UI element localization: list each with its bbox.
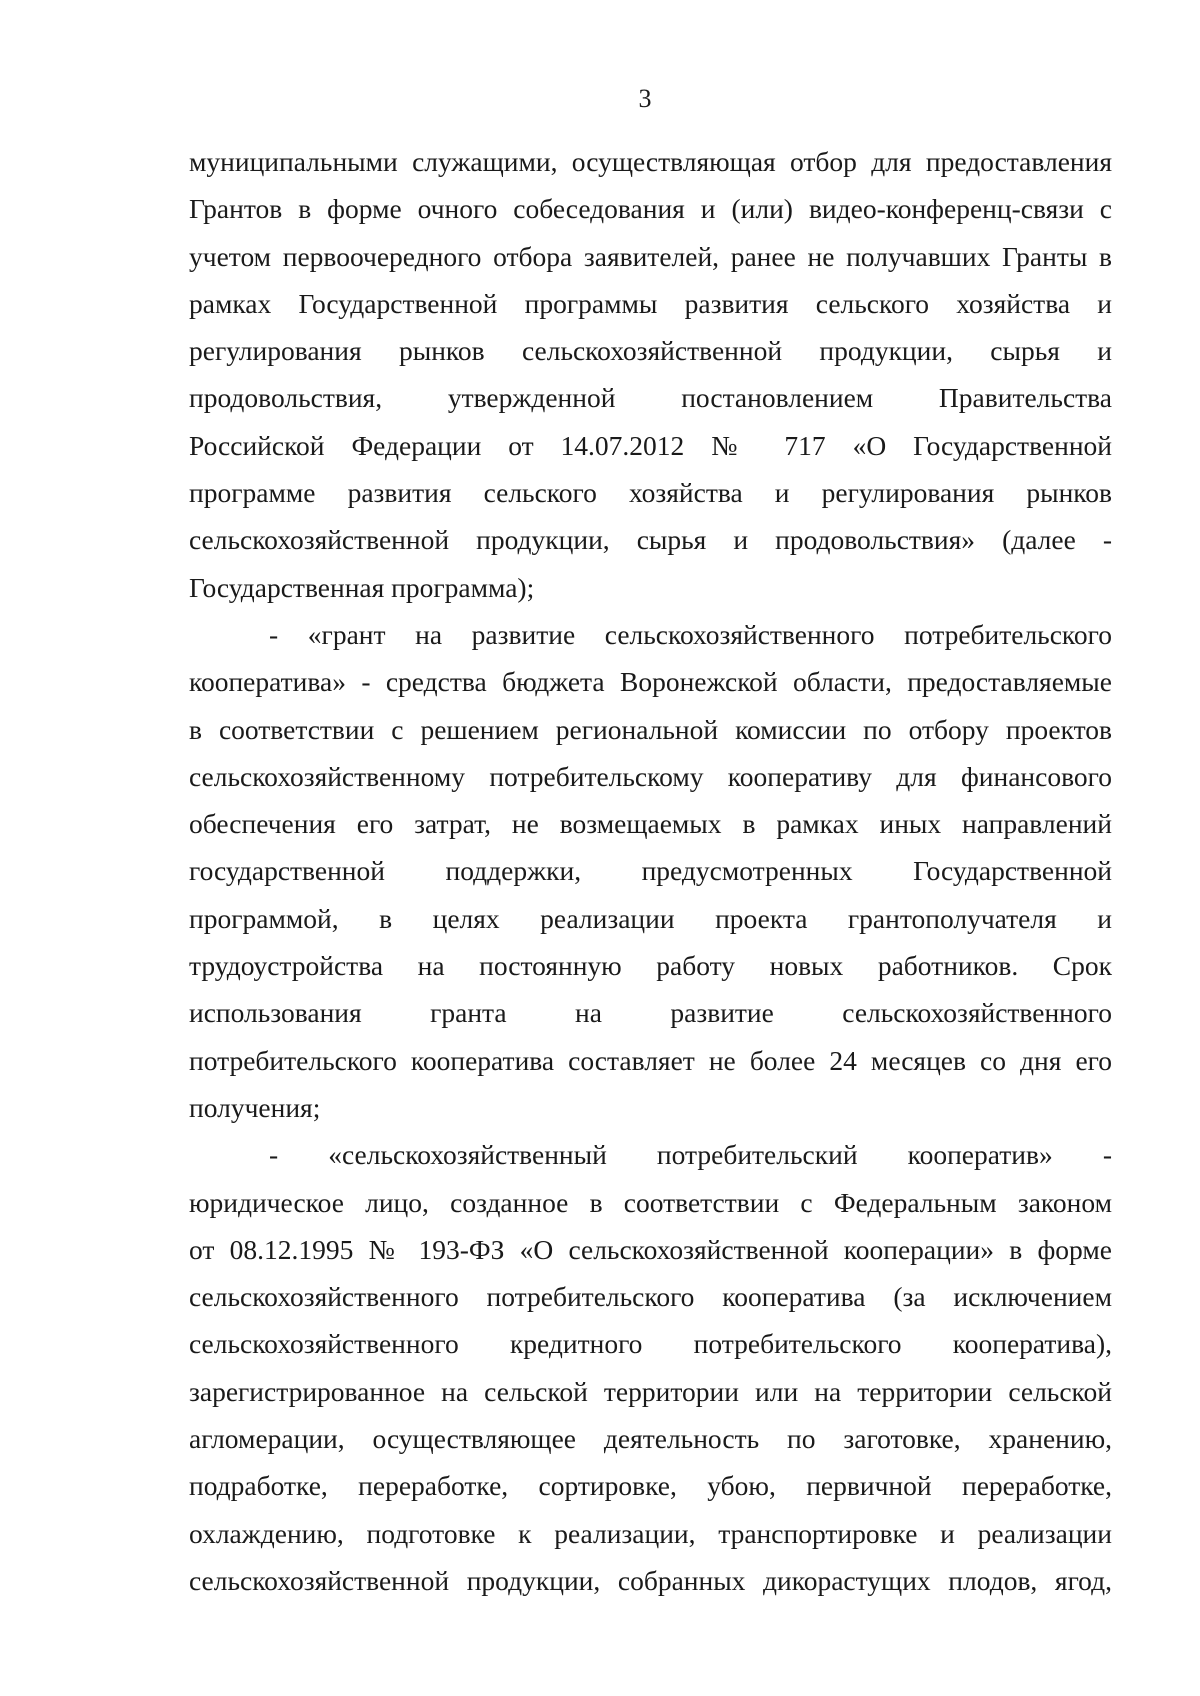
text-line: продовольствия, утвержденной постановлением Правительства bbox=[189, 382, 1112, 414]
text-line: сельскохозяйственного потребительского кооператива (за исключением bbox=[189, 1281, 1112, 1313]
document-body bbox=[189, 138, 1112, 1604]
text-line: зарегистрированное на сельской территории или на территории сельской bbox=[189, 1375, 1112, 1407]
text-line: юридическое лицо, созданное в соответствии с Федеральным законом bbox=[189, 1186, 1112, 1218]
text-line: сельскохозяйственной продукции, собранных дикорастущих плодов, ягод, bbox=[189, 1564, 1112, 1596]
text-line: потребительского кооператива составляет не более 24 месяцев со дня его bbox=[189, 1044, 1112, 1076]
text-line: сельскохозяйственного кредитного потребительского кооператива), bbox=[189, 1328, 1112, 1360]
text-line: сельскохозяйственной продукции, сырья и продовольствия» (далее - bbox=[189, 524, 1112, 556]
text-line: - «грант на развитие сельскохозяйственного потребительского bbox=[269, 618, 1112, 650]
text-line: муниципальными служащими, осуществляющая отбор для предоставления bbox=[189, 146, 1112, 177]
text-line: получения; bbox=[189, 1091, 321, 1123]
text-line: государственной поддержки, предусмотренных Государственной bbox=[189, 855, 1112, 887]
text-line: программой, в целях реализации проекта грантополучателя и bbox=[189, 902, 1112, 934]
text-line: Российской Федерации от 14.07.2012 № 717 «О Государственной bbox=[189, 429, 1112, 461]
paragraph-definition-commission-continuation bbox=[189, 138, 1112, 611]
text-line: рамках Государственной программы развития сельского хозяйства и bbox=[189, 287, 1112, 319]
text-line: обеспечения его затрат, не возмещаемых в рамках иных направлений bbox=[189, 808, 1112, 840]
text-line: регулирования рынков сельскохозяйственной продукции, сырья и bbox=[189, 335, 1112, 367]
text-line: от 08.12.1995 № 193-ФЗ «О сельскохозяйственной кооперации» в форме bbox=[189, 1233, 1112, 1265]
text-line: агломерации, осуществляющее деятельность по заготовке, хранению, bbox=[189, 1423, 1112, 1455]
paragraph-definition-cooperative bbox=[189, 1131, 1112, 1604]
text-line: Государственная программа); bbox=[189, 571, 535, 603]
paragraph-definition-cooperative-grant bbox=[189, 611, 1112, 1131]
text-line: трудоустройства на постоянную работу новых работников. Срок bbox=[189, 950, 1112, 982]
text-line: кооператива» - средства бюджета Воронежской области, предоставляемые bbox=[189, 666, 1112, 698]
text-line: подработке, переработке, сортировке, убою, первичной переработке, bbox=[189, 1470, 1112, 1502]
text-line: в соответствии с решением региональной комиссии по отбору проектов bbox=[189, 713, 1112, 745]
text-line: Грантов в форме очного собеседования и (или) видео-конференц-связи с bbox=[189, 193, 1112, 225]
text-line: охлаждению, подготовке к реализации, транспортировке и реализации bbox=[189, 1517, 1112, 1549]
text-line: - «сельскохозяйственный потребительский кооператив» - bbox=[269, 1139, 1112, 1171]
page-number: 3 bbox=[638, 84, 652, 113]
text-line: использования гранта на развитие сельскохозяйственного bbox=[189, 997, 1112, 1029]
text-line: учетом первоочередного отбора заявителей, ранее не получавших Гранты в bbox=[189, 240, 1112, 272]
text-line: сельскохозяйственному потребительскому кооперативу для финансового bbox=[189, 760, 1112, 792]
text-line: программе развития сельского хозяйства и регулирования рынков bbox=[189, 477, 1112, 509]
